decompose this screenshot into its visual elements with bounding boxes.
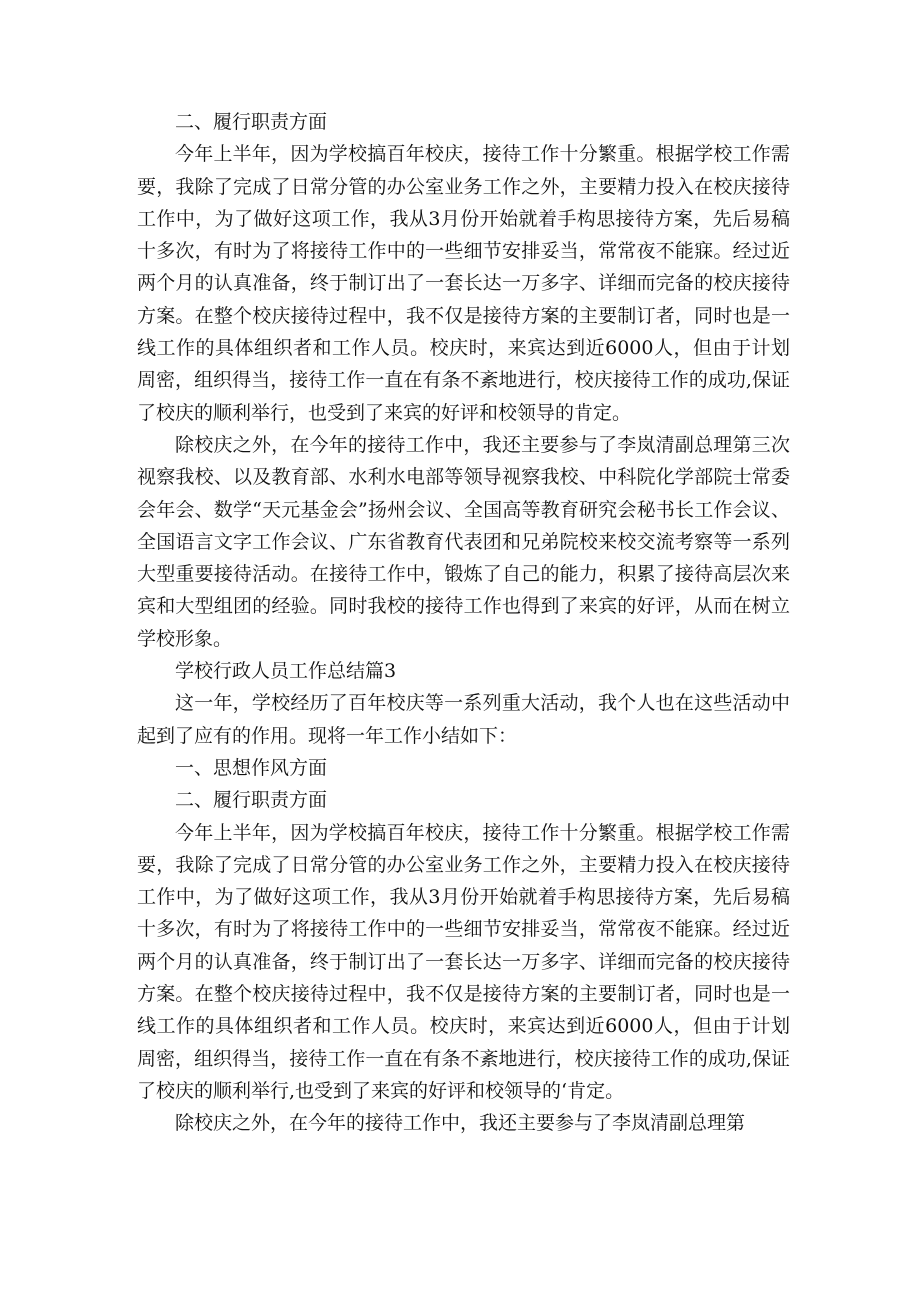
section-heading-duties: 二、履行职责方面: [175, 111, 328, 133]
section-heading-ideology: 一、思想作风方面: [175, 756, 328, 779]
paragraph-reception-work-2: 今年上半年，因为学校搞百年校庆，接待工作十分繁重。根据学校工作需要，我除了完成了日常分管的办公室业务工作之外，主要精力投入在校庆接待工作中，为了做好这项工作，我从3月份开始就着手构思接待方案，先后易稿十多次，有时为了将接待工作中的一些细节安排妥当，常常夜不能寐。经过近两个月的认真准备，终于制订出了一套长达一万多字、详细而完备的校庆接待方案。在整个校庆接待过程中，我不仅是接待方案的主要制订者，同时也是一线工作的具体组织者和工作人员。校庆时，来宾达到近6000人，但由于计划周密，组织得当，接待工作一直在有条不紊地进行，校庆接待工作的成功,保证了校庆的顺利举行,也受到了来宾的好评和校领导的‘肯定。: [137, 821, 790, 1102]
paragraph-intro: 这一年，学校经历了百年校庆等一系列重大活动，我个人也在这些活动中起到了应有的作用。现将一年工作小结如下：: [137, 692, 790, 747]
section-heading-duties-2: 二、履行职责方面: [175, 789, 328, 812]
paragraph-other-receptions: 除校庆之外，在今年的接待工作中，我还主要参与了李岚清副总理第三次视察我校、以及教育部、水利水电部等领导视察我校、中科院化学部院士常委会年会、数学“天元基金会”扬州会议、全国高等教育研究会秘书长工作会议、全国语言文字工作会议、广东省教育代表团和兄弟院校来校交流考察等一系列大型重要接待活动。在接待工作中，锻炼了自己的能力，积累了接待高层次来宾和大型组团的经验。同时我校的接待工作也得到了来宾的好评，从而在树立学校形象。: [137, 433, 790, 650]
paragraph-reception-work: 今年上半年，因为学校搞百年校庆，接待工作十分繁重。根据学校工作需要，我除了完成了日常分管的办公室业务工作之外，主要精力投入在校庆接待工作中，为了做好这项工作，我从3月份开始就着手构思接待方案，先后易稿十多次，有时为了将接待工作中的一些细节安排妥当，常常夜不能寐。经过近两个月的认真准备，终于制订出了一套长达一万多字、详细而完备的校庆接待方案。在整个校庆接待过程中，我不仅是接待方案的主要制订者，同时也是一线工作的具体组织者和工作人员。校庆时，来宾达到近6000人，但由于计划周密，组织得当，接待工作一直在有条不紊地进行，校庆接待工作的成功,保证了校庆的顺利举行，也受到了来宾的好评和校领导的肯定。: [137, 143, 790, 424]
article-title: 学校行政人员工作总结篇3: [175, 660, 397, 683]
document-body: [137, 106, 790, 1140]
paragraph-other-receptions-2: 除校庆之外，在今年的接待工作中，我还主要参与了李岚清副总理第: [175, 1112, 746, 1135]
